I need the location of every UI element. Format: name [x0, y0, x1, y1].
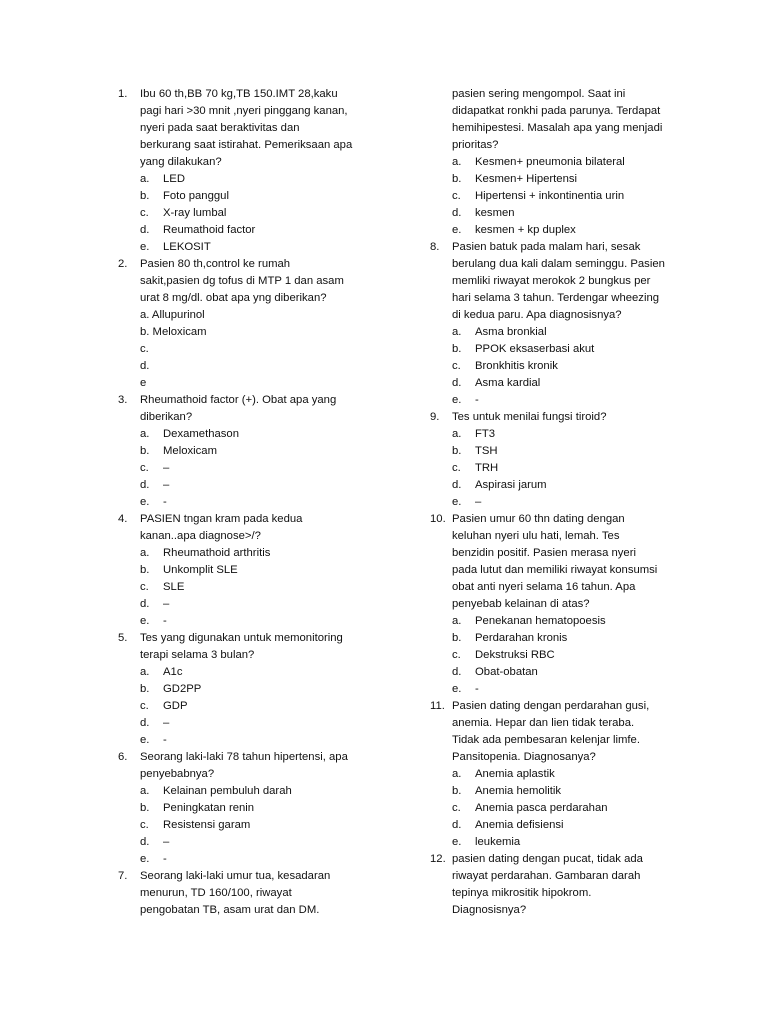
option-text: kesmen + kp duplex [475, 224, 576, 236]
option-letter: a. [452, 768, 462, 780]
question-text: Tidak ada pembesaran kelenjar limfe. [452, 734, 640, 746]
question-line [430, 307, 680, 324]
option-letter: c. [140, 581, 149, 593]
option-text: Anemia pasca perdarahan [475, 802, 608, 814]
question-text: urat 8 mg/dl. obat apa yng diberikan? [140, 292, 327, 304]
answer-option [430, 477, 680, 494]
question-text: tepinya mikrositik hipokrom. [452, 887, 592, 899]
question-item [118, 392, 368, 511]
option-letter: d. [452, 377, 462, 389]
option-letter: e. [140, 734, 150, 746]
answer-option [430, 647, 680, 664]
question-line [430, 137, 680, 154]
option-letter: d. [140, 224, 150, 236]
question-text: berkurang saat istirahat. Pemeriksaan apa [140, 139, 353, 151]
question-item [430, 239, 680, 409]
option-letter: b. [140, 802, 150, 814]
option-text: - [163, 615, 167, 627]
answer-option [430, 766, 680, 783]
question-line [430, 868, 680, 885]
question-line [430, 562, 680, 579]
question-text: pengobatan TB, asam urat dan DM. [140, 904, 320, 916]
question-number: 1. [118, 88, 128, 100]
question-line [430, 86, 680, 103]
option-letter: b. [452, 785, 462, 797]
option-letter: d. [140, 717, 150, 729]
question-text: Diagnosisnya? [452, 904, 527, 916]
question-line [430, 698, 680, 715]
option-letter: d. [452, 479, 462, 491]
option-text: leukemia [475, 836, 521, 848]
answer-option [118, 545, 368, 562]
question-line [118, 137, 368, 154]
option-letter: c. [140, 207, 149, 219]
option-text: Anemia hemolitik [475, 785, 562, 797]
answer-option [430, 800, 680, 817]
question-text: PASIEN tngan kram pada kedua [140, 513, 303, 525]
option-text: TSH [475, 445, 498, 457]
question-text: riwayat perdarahan. Gambaran darah [452, 870, 641, 882]
option-letter: c. [452, 649, 461, 661]
option-letter: b. [452, 343, 462, 355]
option-letter: a. [140, 173, 150, 185]
option-letter: a. [140, 428, 150, 440]
option-text: - [163, 853, 167, 865]
question-line [118, 86, 368, 103]
option-letter: e. [140, 853, 150, 865]
option-text: – [163, 836, 170, 848]
question-text: Ibu 60 th,BB 70 kg,TB 150.IMT 28,kaku [140, 88, 338, 100]
option-letter: c. [452, 190, 461, 202]
question-line [430, 579, 680, 596]
question-item [118, 868, 368, 919]
question-number: 12. [430, 853, 446, 865]
question-text: pasien dating dengan pucat, tidak ada [452, 853, 643, 865]
question-text: obat anti nyeri selama 16 tahun. Apa [452, 581, 636, 593]
option-letter: a. [140, 785, 150, 797]
question-text: Tes yang digunakan untuk memonitoring [140, 632, 343, 644]
question-item [118, 86, 368, 256]
option-text: - [475, 683, 479, 695]
question-item [118, 256, 368, 392]
option-letter: c. [452, 360, 461, 372]
question-text: Tes untuk menilai fungsi tiroid? [452, 411, 607, 423]
question-line [118, 392, 368, 409]
question-item [430, 511, 680, 698]
question-line [430, 103, 680, 120]
option-text: Hipertensi + inkontinentia urin [475, 190, 625, 202]
option-letter: a. [452, 615, 462, 627]
question-number: 10. [430, 513, 446, 525]
option-text: LED [163, 173, 185, 185]
question-line [430, 851, 680, 868]
answer-option [430, 324, 680, 341]
question-line [430, 120, 680, 137]
option-text: SLE [163, 581, 185, 593]
question-line [118, 256, 368, 273]
question-number: 5. [118, 632, 128, 644]
question-item [430, 698, 680, 851]
question-line [430, 596, 680, 613]
question-line [118, 154, 368, 171]
question-line [118, 902, 368, 919]
option-text: c. [140, 343, 149, 355]
question-text: Pasien dating dengan perdarahan gusi, [452, 700, 650, 712]
option-letter: c. [452, 802, 461, 814]
question-line [118, 647, 368, 664]
option-text: Aspirasi jarum [475, 479, 547, 491]
answer-option [118, 596, 368, 613]
answer-option [430, 341, 680, 358]
option-letter: e. [452, 496, 462, 508]
question-text: yang dilakukan? [140, 156, 222, 168]
option-letter: d. [452, 207, 462, 219]
question-number: 7. [118, 870, 128, 882]
option-text: d. [140, 360, 150, 372]
option-letter: c. [140, 700, 149, 712]
answer-option [118, 307, 368, 324]
question-line [430, 749, 680, 766]
option-letter: c. [140, 462, 149, 474]
question-text: pasien sering mengompol. Saat ini [452, 88, 626, 100]
question-number: 4. [118, 513, 128, 525]
question-line [118, 749, 368, 766]
question-line [430, 256, 680, 273]
answer-option [430, 834, 680, 851]
answer-option [118, 239, 368, 256]
question-item [430, 851, 680, 919]
option-text: LEKOSIT [163, 241, 211, 253]
option-letter: b. [140, 564, 150, 576]
answer-option [118, 698, 368, 715]
answer-option [430, 188, 680, 205]
answer-option [118, 613, 368, 630]
option-letter: a. [452, 428, 462, 440]
question-line [118, 273, 368, 290]
answer-option [430, 205, 680, 222]
answer-option [430, 460, 680, 477]
question-item [118, 630, 368, 749]
option-text: Anemia defisiensi [475, 819, 564, 831]
option-text: Reumathoid factor [163, 224, 256, 236]
answer-option [118, 681, 368, 698]
question-text: Pansitopenia. Diagnosanya? [452, 751, 596, 763]
answer-option [118, 324, 368, 341]
question-item [430, 409, 680, 511]
question-text: prioritas? [452, 139, 499, 151]
option-letter: a. [452, 326, 462, 338]
option-text: X-ray lumbal [163, 207, 227, 219]
question-text: nyeri pada saat beraktivitas dan [140, 122, 300, 134]
option-text: – [163, 598, 170, 610]
option-letter: b. [452, 173, 462, 185]
question-text: di kedua paru. Apa diagnosisnya? [452, 309, 622, 321]
option-text: - [475, 394, 479, 406]
answer-option [430, 630, 680, 647]
option-text: Asma kardial [475, 377, 541, 389]
question-text: Pasien batuk pada malam hari, sesak [452, 241, 641, 253]
option-text: Kelainan pembuluh darah [163, 785, 292, 797]
option-text: Dexamethason [163, 428, 239, 440]
question-text: Seorang laki-laki 78 tahun hipertensi, apa [140, 751, 348, 763]
option-text: b. Meloxicam [140, 326, 207, 338]
answer-option [430, 494, 680, 511]
question-text: penyebabnya? [140, 768, 215, 780]
question-text: hemihipestesi. Masalah apa yang menjadi [452, 122, 663, 134]
answer-option [430, 171, 680, 188]
option-letter: c. [452, 462, 461, 474]
option-text: Perdarahan kronis [475, 632, 568, 644]
answer-option [118, 562, 368, 579]
option-text: Penekanan hematopoesis [475, 615, 606, 627]
option-text: – [163, 462, 170, 474]
question-text: kanan..apa diagnose>/? [140, 530, 261, 542]
question-number: 6. [118, 751, 128, 763]
answer-option [430, 681, 680, 698]
option-letter: e. [140, 496, 150, 508]
question-number: 9. [430, 411, 440, 423]
answer-option [118, 460, 368, 477]
option-letter: a. [140, 547, 150, 559]
answer-option [118, 494, 368, 511]
option-letter: d. [140, 836, 150, 848]
option-text: – [163, 717, 170, 729]
question-text: diberikan? [140, 411, 193, 423]
option-text: Kesmen+ pneumonia bilateral [475, 156, 625, 168]
answer-option [430, 783, 680, 800]
question-line [118, 885, 368, 902]
option-letter: a. [140, 666, 150, 678]
answer-option [430, 154, 680, 171]
option-text: Meloxicam [163, 445, 217, 457]
question-line [430, 715, 680, 732]
answer-option [118, 800, 368, 817]
answer-option [118, 664, 368, 681]
answer-option [430, 375, 680, 392]
answer-option [118, 443, 368, 460]
answer-option [430, 392, 680, 409]
question-line [430, 545, 680, 562]
question-line [118, 630, 368, 647]
option-letter: b. [140, 445, 150, 457]
option-letter: d. [452, 666, 462, 678]
answer-option [430, 613, 680, 630]
question-line [118, 766, 368, 783]
answer-option [430, 358, 680, 375]
option-text: – [475, 496, 482, 508]
option-text: Bronkhitis kronik [475, 360, 558, 372]
option-text: kesmen [475, 207, 515, 219]
answer-option [118, 477, 368, 494]
answer-option [430, 817, 680, 834]
option-letter: e. [452, 394, 462, 406]
option-text: Dekstruksi RBC [475, 649, 555, 661]
question-text: terapi selama 3 bulan? [140, 649, 255, 661]
answer-option [118, 732, 368, 749]
question-text: Pasien umur 60 thn dating dengan [452, 513, 625, 525]
question-line [118, 409, 368, 426]
answer-option [118, 205, 368, 222]
answer-option [118, 851, 368, 868]
option-text: Unkomplit SLE [163, 564, 238, 576]
option-text: TRH [475, 462, 499, 474]
question-line [118, 511, 368, 528]
answer-option [430, 426, 680, 443]
option-text: - [163, 496, 167, 508]
question-text: benzidin positif. Pasien merasa nyeri [452, 547, 636, 559]
question-text: menurun, TD 160/100, riwayat [140, 887, 292, 899]
answer-option [118, 188, 368, 205]
question-text: pagi hari >30 mnit ,nyeri pinggang kanan, [140, 105, 348, 117]
option-text: Anemia aplastik [475, 768, 555, 780]
answer-option [118, 375, 368, 392]
option-text: – [163, 479, 170, 491]
question-text: Pasien 80 th,control ke rumah [140, 258, 291, 270]
option-letter: b. [452, 632, 462, 644]
option-text: Kesmen+ Hipertensi [475, 173, 578, 185]
option-letter: b. [140, 683, 150, 695]
question-text: anemia. Hepar dan lien tidak teraba. [452, 717, 635, 729]
answer-option [118, 341, 368, 358]
option-text: Peningkatan renin [163, 802, 255, 814]
question-line [430, 902, 680, 919]
question-text: Rheumathoid factor (+). Obat apa yang [140, 394, 337, 406]
answer-option [430, 664, 680, 681]
question-text: Seorang laki-laki umur tua, kesadaran [140, 870, 331, 882]
question-number: 8. [430, 241, 440, 253]
question-line [118, 103, 368, 120]
answer-option [118, 579, 368, 596]
question-line [430, 732, 680, 749]
question-number: 3. [118, 394, 128, 406]
option-letter: d. [140, 598, 150, 610]
option-text: Asma bronkial [475, 326, 547, 338]
option-letter: c. [140, 819, 149, 831]
question-text: memliki riwayat merokok 2 bungkus per [452, 275, 651, 287]
option-text: Resistensi garam [163, 819, 251, 831]
option-text: Rheumathoid arthritis [163, 547, 271, 559]
option-text: FT3 [475, 428, 496, 440]
answer-option [118, 222, 368, 239]
option-letter: e. [140, 615, 150, 627]
question-text: keluhan nyeri ulu hati, lemah. Tes [452, 530, 620, 542]
question-line [430, 528, 680, 545]
answer-option [118, 715, 368, 732]
question-line [430, 885, 680, 902]
answer-option [118, 426, 368, 443]
option-letter: d. [452, 819, 462, 831]
question-text: berulang dua kali dalam seminggu. Pasien [452, 258, 665, 270]
option-letter: d. [140, 479, 150, 491]
option-text: GD2PP [163, 683, 202, 695]
option-text: a. Allupurinol [140, 309, 205, 321]
option-text: A1c [163, 666, 183, 678]
option-letter: e. [452, 224, 462, 236]
option-letter: e. [452, 836, 462, 848]
question-number: 11. [430, 700, 445, 712]
option-text: e [140, 377, 147, 389]
question-line [430, 273, 680, 290]
question-line [430, 239, 680, 256]
option-letter: e. [140, 241, 150, 253]
question-line [118, 290, 368, 307]
answer-option [118, 834, 368, 851]
option-text: - [163, 734, 167, 746]
question-line [118, 120, 368, 137]
question-item [430, 86, 680, 239]
question-number: 2. [118, 258, 128, 270]
answer-option [118, 783, 368, 800]
question-line [430, 511, 680, 528]
option-text: GDP [163, 700, 188, 712]
question-item [118, 749, 368, 868]
answer-option [118, 358, 368, 375]
left-column [118, 86, 368, 919]
option-letter: b. [140, 190, 150, 202]
option-letter: e. [452, 683, 462, 695]
question-text: sakit,pasien dg tofus di MTP 1 dan asam [140, 275, 344, 287]
question-line [118, 868, 368, 885]
question-text: hari selama 3 tahun. Terdengar wheezing [452, 292, 660, 304]
option-text: Obat-obatan [475, 666, 538, 678]
question-text: didapatkat ronkhi pada parunya. Terdapat [452, 105, 661, 117]
answer-option [430, 443, 680, 460]
right-column [430, 86, 680, 919]
answer-option [430, 222, 680, 239]
question-line [118, 528, 368, 545]
question-text: penyebab kelainan di atas? [452, 598, 590, 610]
answer-option [118, 817, 368, 834]
option-text: PPOK eksaserbasi akut [475, 343, 595, 355]
question-line [430, 409, 680, 426]
question-text: pada lutut dan memiliki riwayat konsumsi [452, 564, 658, 576]
option-letter: a. [452, 156, 462, 168]
answer-option [118, 171, 368, 188]
option-text: Foto panggul [163, 190, 229, 202]
question-line [430, 290, 680, 307]
option-letter: b. [452, 445, 462, 457]
question-item [118, 511, 368, 630]
